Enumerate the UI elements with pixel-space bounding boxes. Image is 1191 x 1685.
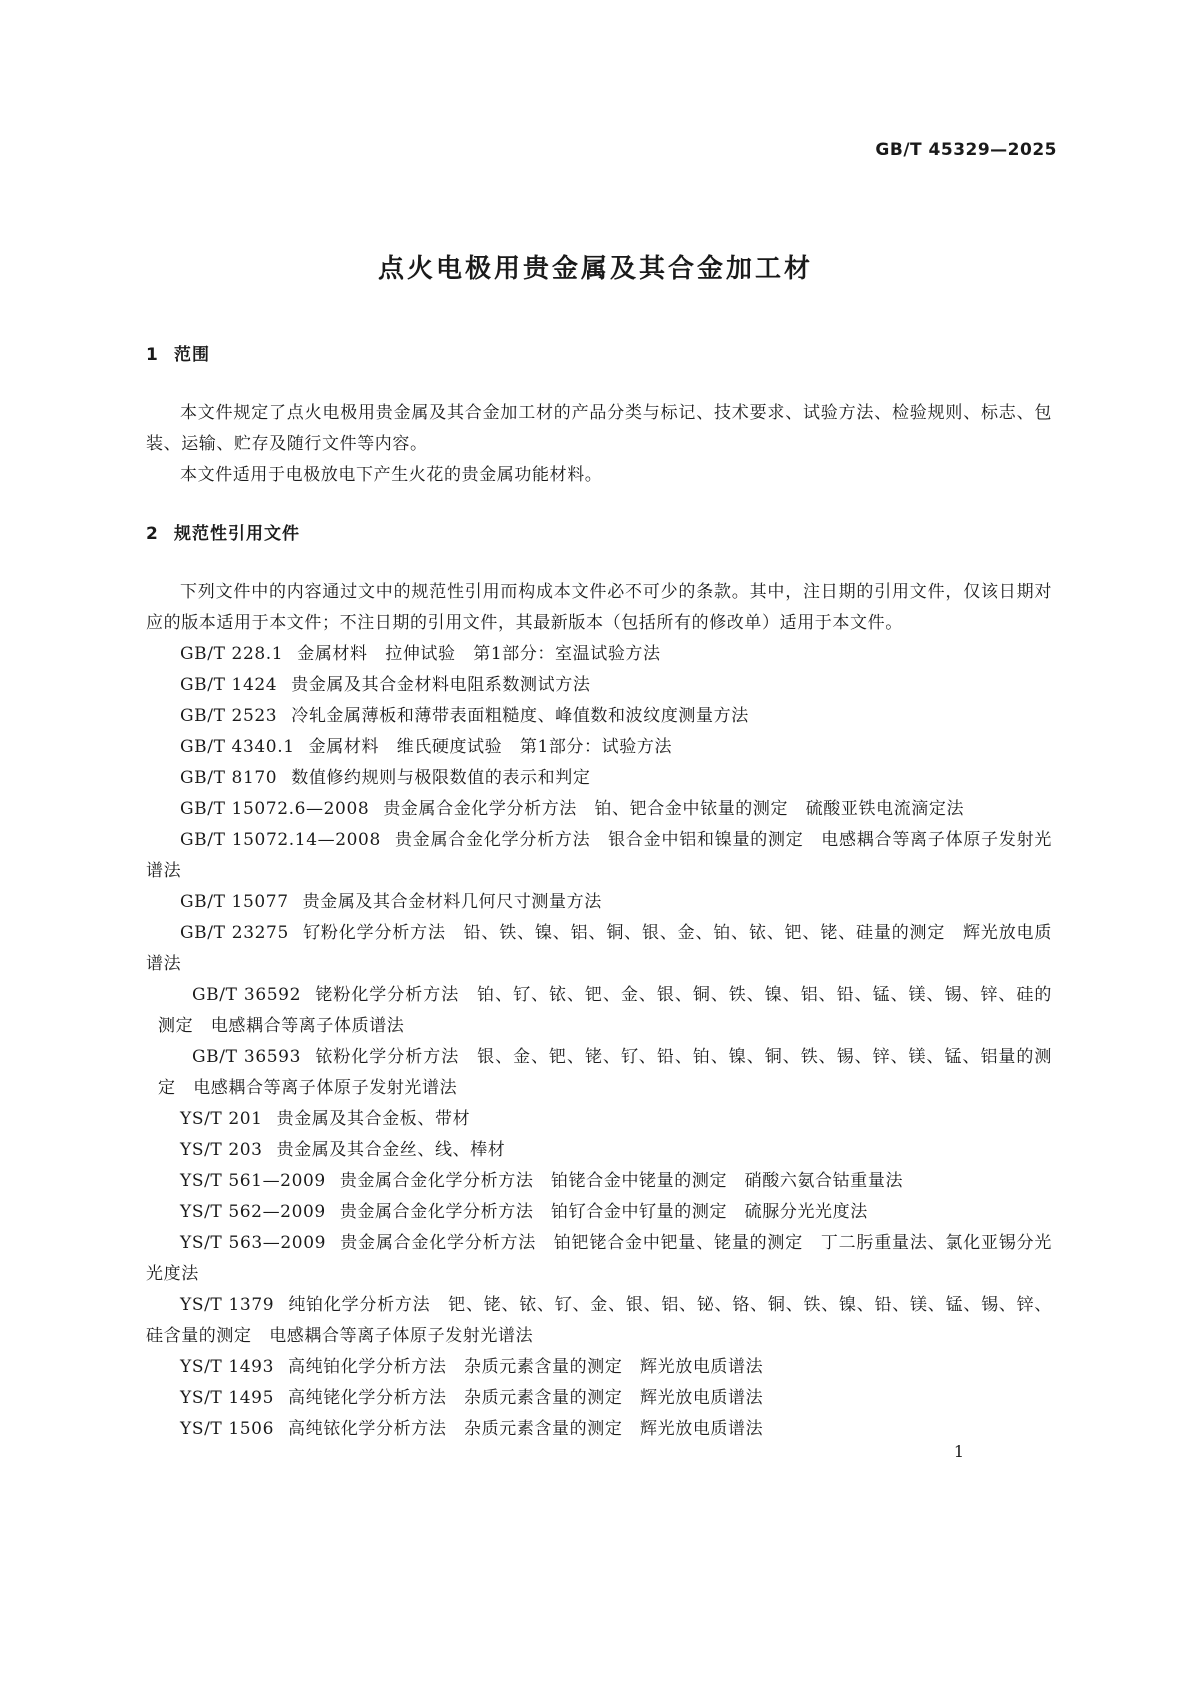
reference-item xyxy=(146,980,1052,1042)
reference-title: 钌粉化学分析方法 铅、铁、镍、铝、铜、银、金、铂、铱、钯、铑、硅量的测定 辉光放电质谱法 xyxy=(146,923,1052,974)
document-title: 点火电极用贵金属及其合金加工材 xyxy=(377,254,813,284)
reference-code: YS/T 562—2009 xyxy=(180,1202,326,1222)
reference-code: GB/T 36592 xyxy=(192,985,301,1005)
reference-code: YS/T 561—2009 xyxy=(180,1171,326,1191)
reference-title: 金属材料 维氏硬度试验 第1部分：试验方法 xyxy=(308,737,673,757)
document-body xyxy=(146,342,1052,1445)
references-intro-paragraph: 下列文件中的内容通过文中的规范性引用而构成本文件必不可少的条款。其中，注日期的引用文件，仅该日期对应的版本适用于本文件；不注日期的引用文件，其最新版本（包括所有的修改单）适用于本文件。 xyxy=(146,582,1052,633)
reference-item xyxy=(146,887,1052,918)
reference-title: 贵金属合金化学分析方法 银合金中铝和镍量的测定 电感耦合等离子体原子发射光谱法 xyxy=(146,830,1052,881)
reference-title: 贵金属合金化学分析方法 铂钌合金中钌量的测定 硫脲分光光度法 xyxy=(339,1202,868,1222)
reference-title: 铱粉化学分析方法 银、金、钯、铑、钌、铅、铂、镍、铜、铁、锡、锌、镁、锰、铝量的测定 电感耦合等离子体原子发射光谱法 xyxy=(158,1047,1052,1098)
reference-item xyxy=(146,918,1052,980)
reference-code: GB/T 2523 xyxy=(180,706,278,726)
reference-code: YS/T 563—2009 xyxy=(180,1233,327,1253)
section-heading-normative-references xyxy=(146,521,1052,547)
reference-code: GB/T 15077 xyxy=(180,892,289,912)
reference-item xyxy=(146,1135,1052,1166)
scope-paragraph: 本文件适用于电极放电下产生火花的贵金属功能材料。 xyxy=(180,465,603,485)
reference-title: 高纯铂化学分析方法 杂质元素含量的测定 辉光放电质谱法 xyxy=(288,1357,764,1377)
reference-code: YS/T 203 xyxy=(180,1140,263,1160)
reference-code: YS/T 1493 xyxy=(180,1357,275,1377)
reference-item xyxy=(146,1414,1052,1445)
standard-code: GB/T 45329—2025 xyxy=(875,140,1057,160)
reference-list xyxy=(146,639,1052,1445)
reference-item xyxy=(146,825,1052,887)
reference-code: GB/T 15072.6—2008 xyxy=(180,799,370,819)
reference-title: 贵金属合金化学分析方法 铂铑合金中铑量的测定 硝酸六氨合钴重量法 xyxy=(339,1171,904,1191)
reference-item xyxy=(146,1197,1052,1228)
reference-title: 高纯铱化学分析方法 杂质元素含量的测定 辉光放电质谱法 xyxy=(288,1419,764,1439)
reference-item xyxy=(146,794,1052,825)
reference-item xyxy=(146,639,1052,670)
reference-title: 贵金属及其合金材料电阻系数测试方法 xyxy=(291,675,591,695)
reference-item xyxy=(146,732,1052,763)
section-title: 范围 xyxy=(174,345,210,365)
section-heading-scope xyxy=(146,342,1052,368)
reference-code: GB/T 4340.1 xyxy=(180,737,295,757)
reference-item xyxy=(146,1228,1052,1290)
reference-title: 贵金属合金化学分析方法 铂钯铑合金中钯量、铑量的测定 丁二肟重量法、氯化亚锡分光光度法 xyxy=(146,1233,1053,1284)
section-number: 2 xyxy=(146,524,159,544)
reference-title: 金属材料 拉伸试验 第1部分：室温试验方法 xyxy=(297,644,661,664)
reference-item xyxy=(146,1104,1052,1135)
reference-code: GB/T 15072.14—2008 xyxy=(180,830,381,850)
scope-paragraph: 本文件规定了点火电极用贵金属及其合金加工材的产品分类与标记、技术要求、试验方法、检验规则、标志、包装、运输、贮存及随行文件等内容。 xyxy=(146,403,1052,454)
reference-title: 贵金属合金化学分析方法 铂、钯合金中铱量的测定 硫酸亚铁电流滴定法 xyxy=(383,799,965,819)
reference-item xyxy=(146,670,1052,701)
reference-code: YS/T 1506 xyxy=(180,1419,275,1439)
reference-item xyxy=(146,701,1052,732)
reference-code: GB/T 228.1 xyxy=(180,644,284,664)
reference-title: 纯铂化学分析方法 钯、铑、铱、钌、金、银、铝、铋、铬、铜、铁、镍、铅、镁、锰、锡、锌、硅含量的测定 电感耦合等离子体原子发射光谱法 xyxy=(146,1295,1052,1346)
reference-title: 冷轧金属薄板和薄带表面粗糙度、峰值数和波纹度测量方法 xyxy=(291,706,749,726)
reference-title: 贵金属及其合金丝、线、棒材 xyxy=(276,1140,506,1160)
page-number: 1 xyxy=(953,1442,964,1461)
reference-code: GB/T 23275 xyxy=(180,923,289,943)
reference-title: 贵金属及其合金板、带材 xyxy=(276,1109,471,1129)
reference-title: 铑粉化学分析方法 铂、钌、铱、钯、金、银、铜、铁、镍、铝、铅、锰、镁、锡、锌、硅的测定 电感耦合等离子体质谱法 xyxy=(158,985,1052,1036)
reference-title: 数值修约规则与极限数值的表示和判定 xyxy=(291,768,591,788)
reference-title: 高纯铑化学分析方法 杂质元素含量的测定 辉光放电质谱法 xyxy=(288,1388,764,1408)
section-title: 规范性引用文件 xyxy=(174,524,300,544)
reference-code: GB/T 8170 xyxy=(180,768,278,788)
reference-item xyxy=(146,1383,1052,1414)
reference-item xyxy=(146,1166,1052,1197)
reference-item xyxy=(146,1290,1052,1352)
reference-item xyxy=(146,1042,1052,1104)
reference-code: YS/T 201 xyxy=(180,1109,263,1129)
reference-title: 贵金属及其合金材料几何尺寸测量方法 xyxy=(302,892,602,912)
reference-code: YS/T 1495 xyxy=(180,1388,275,1408)
reference-item xyxy=(146,1352,1052,1383)
section-number: 1 xyxy=(146,345,159,365)
reference-code: YS/T 1379 xyxy=(180,1295,275,1315)
reference-code: GB/T 1424 xyxy=(180,675,278,695)
reference-code: GB/T 36593 xyxy=(192,1047,301,1067)
reference-item xyxy=(146,763,1052,794)
